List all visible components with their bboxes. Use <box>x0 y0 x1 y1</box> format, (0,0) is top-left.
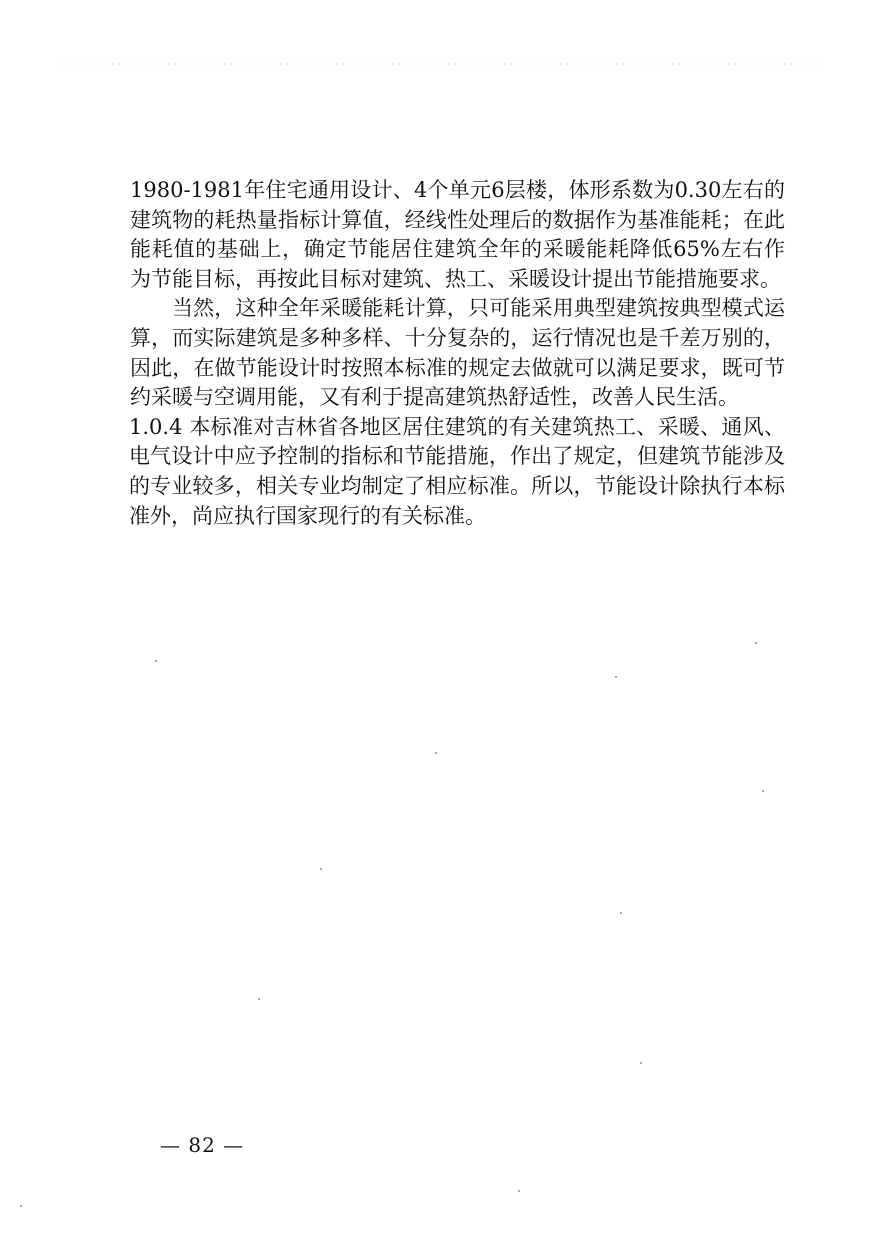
scan-speck <box>258 998 260 1000</box>
scan-speck <box>155 660 157 662</box>
scan-speck <box>435 752 437 754</box>
scan-speck <box>320 868 322 870</box>
paragraph-annual-heating-calculation: 当然，这种全年采暖能耗计算，只可能采用典型建筑按典型模式运算，而实际建筑是多种多样、十分复杂的，运行情况也是千差万别的，因此，在做节能设计时按照本标准的规定去做就可以满足要求，既可节约采暖与空调用能，又有利于提高建筑热舒适性，改善人民生活。 <box>130 296 785 410</box>
clause-1-0-4: 1.0.4 本标准对吉林省各地区居住建筑的有关建筑热工、采暖、通风、电气设计中应予控制的指标和节能措施，作出了规定，但建筑节能涉及的专业较多，相关专业均制定了相应标准。所以，节能设计除执行本标准外，尚应执行国家现行的有关标准。 <box>129 414 785 528</box>
paragraph-baseline-energy: 1980-1981年住宅通用设计、4个单元6层楼，体形系数为0.30左右的建筑物的耗热量指标计算值，经线性处理后的数据作为基准能耗；在此能耗值的基础上，确定节能居住建筑全年的采暖能耗降低65%左右作为节能目标，再按此目标对建筑、热工、采暖设计提出节能措施要求。 <box>130 178 785 291</box>
scan-speck <box>755 642 757 644</box>
scan-artifact-top-line <box>60 62 820 66</box>
scan-speck <box>20 1205 22 1207</box>
scan-speck <box>518 1190 520 1192</box>
scan-speck <box>620 912 622 914</box>
page-body <box>130 176 785 531</box>
scan-speck <box>615 676 617 678</box>
scan-speck <box>762 790 764 792</box>
scan-speck <box>640 1062 642 1064</box>
page-number: — 82 — <box>160 1133 245 1157</box>
